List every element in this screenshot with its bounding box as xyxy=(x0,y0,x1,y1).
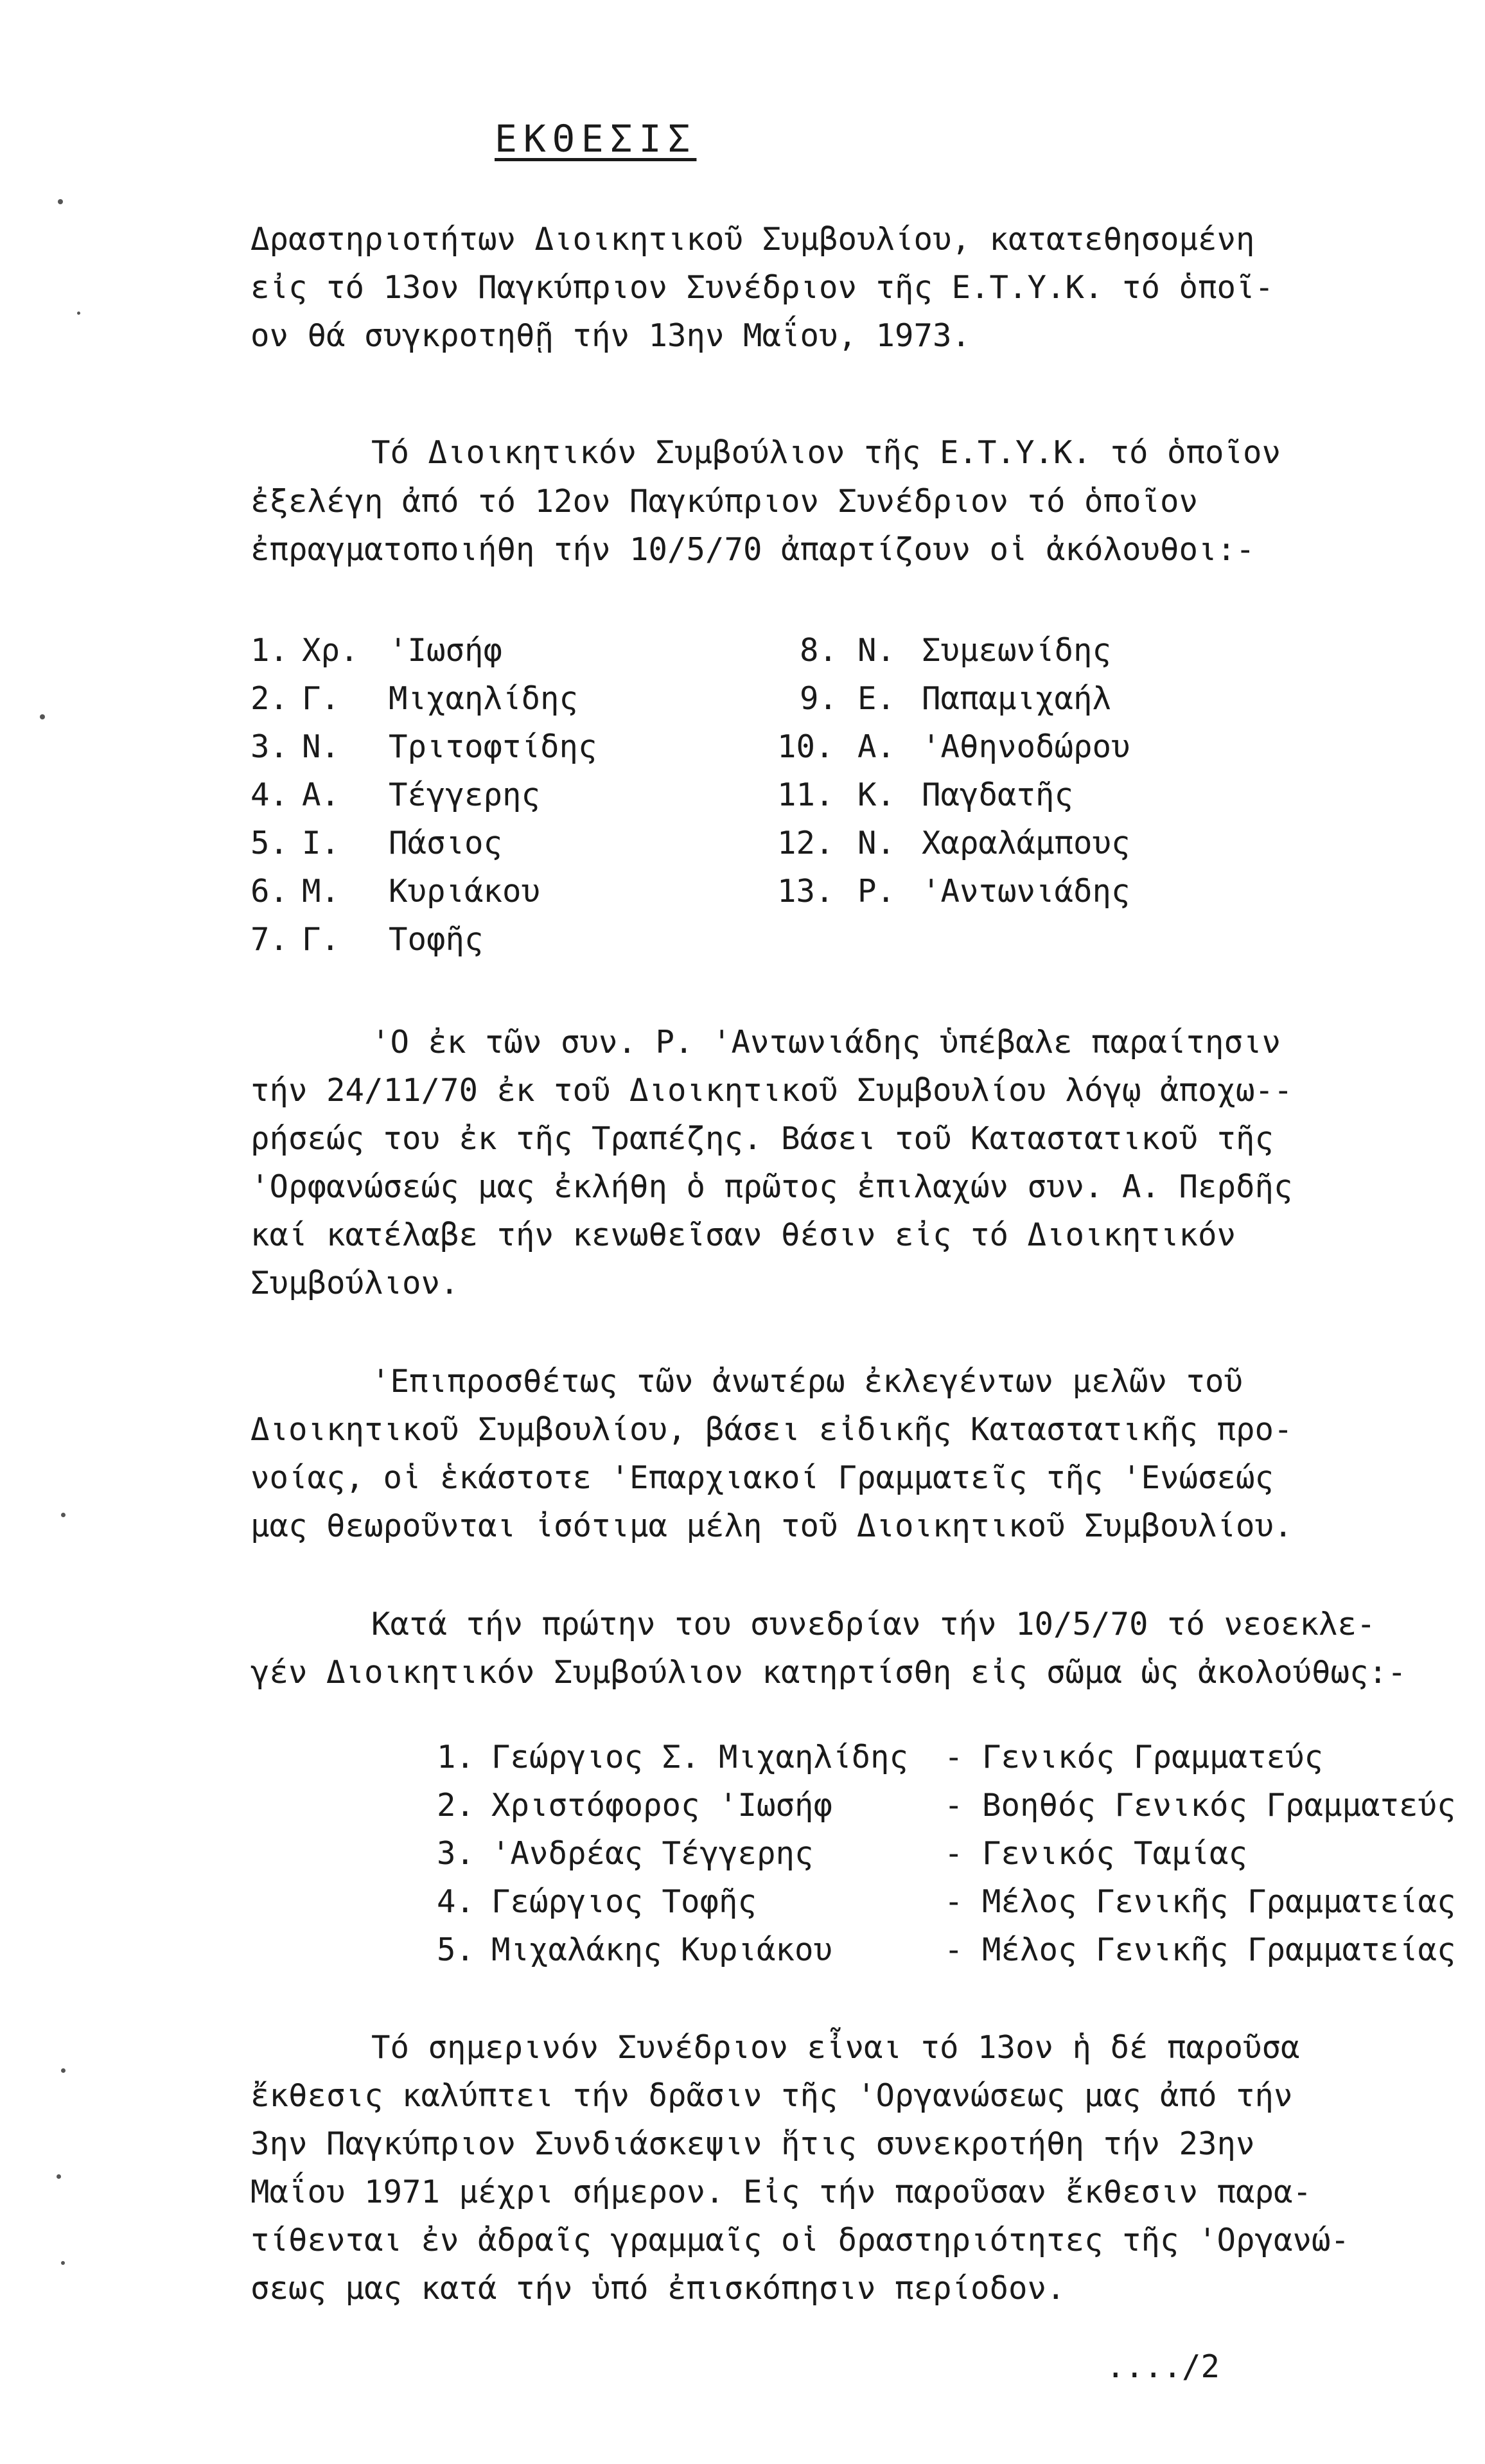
para5-line-5: τίθενται ἐν ἀδραῖς γραμμαῖς οἱ δραστηριότητες τῆς 'Οργανώ- xyxy=(250,2222,1350,2258)
member-initial: Ρ. xyxy=(857,873,896,910)
officer-name: 'Ανδρέας Τέγγερης xyxy=(491,1835,814,1872)
member-number: 8. xyxy=(800,632,838,669)
intro-line-3: ον θά συγκροτηθῇ τήν 13ην Μαΐου, 1973. xyxy=(250,317,971,354)
member-initial: Ν. xyxy=(857,825,896,861)
member-surname: 'Αθηνοδώρου xyxy=(922,728,1130,765)
member-number: 2. xyxy=(250,680,289,717)
para1-line-3: ἐπραγματοποιήθη τήν 10/5/70 ἀπαρτίζουν οἱ ἀκόλουθοι:- xyxy=(250,531,1255,568)
scan-speck xyxy=(40,714,45,719)
member-surname: Τέγγερης xyxy=(389,777,541,813)
member-surname: 'Ιωσήφ xyxy=(389,632,503,669)
member-initial: Ν. xyxy=(857,632,896,669)
para2-line-3: ρήσεώς του ἐκ τῆς Τραπέζης. Βάσει τοῦ Καταστατικοῦ τῆς xyxy=(250,1120,1274,1157)
para2-line-2: τήν 24/11/70 ἐκ τοῦ Διοικητικοῦ Συμβουλίου λόγῳ ἀποχω-- xyxy=(250,1072,1293,1109)
member-initial: Γ. xyxy=(302,921,340,958)
member-surname: Παπαμιχαήλ xyxy=(922,680,1112,717)
member-number: 9. xyxy=(800,680,838,717)
document-title: ΕΚΘΕΣΙΣ xyxy=(495,117,697,161)
member-surname: 'Αντωνιάδης xyxy=(922,873,1130,910)
officer-name: Χριστόφορος 'Ιωσήφ xyxy=(491,1787,833,1824)
member-initial: Κ. xyxy=(857,777,896,813)
member-initial: Α. xyxy=(857,728,896,765)
officer-name: Μιχαλάκης Κυριάκου xyxy=(491,1932,833,1968)
member-initial: Ι. xyxy=(302,825,340,861)
scan-speck xyxy=(57,2174,61,2179)
para3-line-3: νοίας, οἱ ἑκάστοτε 'Επαρχιακοί Γραμματεῖς τῆς 'Ενώσεώς xyxy=(250,1459,1274,1496)
officer-number: 4. xyxy=(437,1883,475,1920)
officer-number: 2. xyxy=(437,1787,475,1824)
scan-speck xyxy=(61,1513,66,1517)
member-initial: Γ. xyxy=(302,680,340,717)
officer-role: - Γενικός Γραμματεύς xyxy=(944,1739,1324,1775)
officer-role: - Μέλος Γενικῆς Γραμματείας xyxy=(944,1932,1456,1968)
scan-speck xyxy=(77,312,80,315)
para5-line-1: Τό σημερινόν Συνέδριον εἶναι τό 13ον ἡ δέ παροῦσα xyxy=(371,2029,1300,2066)
member-number: 1. xyxy=(250,632,289,669)
member-surname: Πάσιος xyxy=(389,825,503,861)
officer-role: - Βοηθός Γενικός Γραμματεύς xyxy=(944,1787,1456,1824)
para5-line-3: 3ην Παγκύπριον Συνδιάσκεψιν ἥτις συνεκροτήθη τήν 23ην xyxy=(250,2125,1255,2162)
member-initial: Χρ. xyxy=(302,632,359,669)
officer-name: Γεώργιος Τοφῆς xyxy=(491,1883,757,1920)
officer-role: - Γενικός Ταμίας xyxy=(944,1835,1248,1872)
member-surname: Μιχαηλίδης xyxy=(389,680,579,717)
member-initial: Ν. xyxy=(302,728,340,765)
member-surname: Τοφῆς xyxy=(389,921,484,958)
para1-line-2: ἐξελέγη ἀπό τό 12ον Παγκύπριον Συνέδριον τό ὁποῖον xyxy=(250,483,1199,520)
para4-line-1: Κατά τήν πρώτην του συνεδρίαν τήν 10/5/70 τό νεοεκλε- xyxy=(371,1606,1376,1642)
member-surname: Κυριάκου xyxy=(389,873,541,910)
officer-role: - Μέλος Γενικῆς Γραμματείας xyxy=(944,1883,1456,1920)
para5-line-4: Μαΐου 1971 μέχρι σήμερον. Εἰς τήν παροῦσαν ἔκθεσιν παρα- xyxy=(250,2174,1312,2210)
member-surname: Παγδατῆς xyxy=(922,777,1074,813)
para3-line-2: Διοικητικοῦ Συμβουλίου, βάσει εἰδικῆς Καταστατικῆς προ- xyxy=(250,1411,1293,1448)
para3-line-4: μας θεωροῦνται ἰσότιμα μέλη τοῦ Διοικητικοῦ Συμβουλίου. xyxy=(250,1508,1293,1544)
member-number: 12. xyxy=(777,825,834,861)
para2-line-1: 'Ο ἐκ τῶν συν. Ρ. 'Αντωνιάδης ὑπέβαλε παραίτησιν xyxy=(371,1024,1281,1060)
officer-name: Γεώργιος Σ. Μιχαηλίδης xyxy=(491,1739,909,1775)
para4-line-2: γέν Διοικητικόν Συμβούλιον κατηρτίσθη εἰς σῶμα ὡς ἀκολούθως:- xyxy=(250,1654,1407,1691)
scan-speck xyxy=(61,2261,65,2265)
member-initial: Ε. xyxy=(857,680,896,717)
member-number: 10. xyxy=(777,728,834,765)
intro-line-1: Δραστηριοτήτων Διοικητικοῦ Συμβουλίου, κατατεθησομένη xyxy=(250,221,1255,258)
member-initial: Μ. xyxy=(302,873,340,910)
member-initial: Α. xyxy=(302,777,340,813)
para5-line-2: ἔκθεσις καλύπτει τήν δρᾶσιν τῆς 'Οργανώσεως μας ἀπό τήν xyxy=(250,2077,1293,2114)
officer-number: 5. xyxy=(437,1932,475,1968)
officer-number: 3. xyxy=(437,1835,475,1872)
para2-line-5: καί κατέλαβε τήν κενωθεῖσαν θέσιν εἰς τό Διοικητικόν xyxy=(250,1217,1236,1253)
member-number: 13. xyxy=(777,873,834,910)
member-number: 5. xyxy=(250,825,289,861)
member-surname: Χαραλάμπους xyxy=(922,825,1130,861)
para5-line-6: σεως μας κατά τήν ὑπό ἐπισκόπησιν περίοδον. xyxy=(250,2270,1066,2307)
member-number: 6. xyxy=(250,873,289,910)
officer-number: 1. xyxy=(437,1739,475,1775)
para1-line-1: Τό Διοικητικόν Συμβούλιον τῆς Ε.Τ.Υ.Κ. τό ὁποῖον xyxy=(371,434,1281,471)
para3-line-1: 'Επιπροσθέτως τῶν ἀνωτέρω ἐκλεγέντων μελῶν τοῦ xyxy=(371,1363,1243,1400)
member-surname: Τριτοφτίδης xyxy=(389,728,597,765)
intro-line-2: εἰς τό 13ον Παγκύπριον Συνέδριον τῆς Ε.Τ.Υ.Κ. τό ὁποῖ- xyxy=(250,269,1274,306)
scan-speck xyxy=(58,199,63,204)
member-surname: Συμεωνίδης xyxy=(922,632,1112,669)
para2-line-4: 'Ορφανώσεώς μας ἐκλήθη ὁ πρῶτος ἐπιλαχών συν. Α. Περδῆς xyxy=(250,1168,1293,1205)
member-number: 7. xyxy=(250,921,289,958)
scan-speck xyxy=(61,2068,66,2073)
page-continuation-marker: ..../2 xyxy=(1106,2348,1220,2385)
member-number: 4. xyxy=(250,777,289,813)
member-number: 11. xyxy=(777,777,834,813)
para2-line-6: Συμβούλιον. xyxy=(250,1265,459,1301)
member-number: 3. xyxy=(250,728,289,765)
